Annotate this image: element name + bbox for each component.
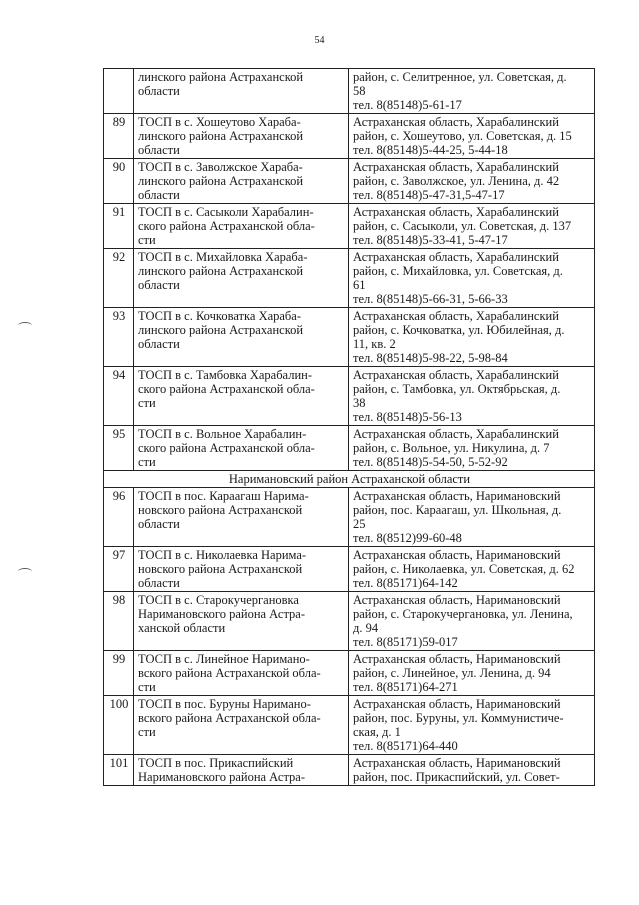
- table-row: [104, 159, 595, 204]
- phone-line: тел. 8(8512)99-60-48: [353, 531, 462, 545]
- row-number: 92: [104, 249, 134, 308]
- office-name-line: ТОСП в с. Михайловка Хараба-: [138, 250, 308, 264]
- phone-line: тел. 8(85148)5-54-50, 5-52-92: [353, 455, 508, 469]
- address-line: Астраханская область, Харабалинский: [353, 309, 559, 323]
- office-name-line: линского района Астраханской: [138, 323, 304, 337]
- office-name-line: сти: [138, 396, 156, 410]
- office-name-line: линского района Астраханской: [138, 174, 304, 188]
- office-address: [349, 308, 595, 367]
- page-number: 54: [314, 35, 325, 46]
- office-name-line: ТОСП в с. Вольное Харабалин-: [138, 427, 307, 441]
- address-line: 25: [353, 517, 366, 531]
- address-line: Астраханская область, Харабалинский: [353, 427, 559, 441]
- address-line: ская, д. 1: [353, 725, 401, 739]
- office-name-line: линского района Астраханской: [138, 264, 304, 278]
- office-address: [349, 159, 595, 204]
- office-address: [349, 592, 595, 651]
- office-name: [134, 204, 349, 249]
- phone-line: тел. 8(85148)5-47-31,5-47-17: [353, 188, 505, 202]
- table-row: [104, 114, 595, 159]
- address-line: район, с. Кочковатка, ул. Юбилейная, д.: [353, 323, 565, 337]
- office-name-line: Наримановского района Астра-: [138, 607, 306, 621]
- office-name-line: ТОСП в с. Тамбовка Харабалин-: [138, 368, 312, 382]
- office-name-line: области: [138, 84, 180, 98]
- address-line: Астраханская область, Наримановский: [353, 652, 561, 666]
- office-address: [349, 367, 595, 426]
- office-name: [134, 696, 349, 755]
- phone-line: тел. 8(85148)5-33-41, 5-47-17: [353, 233, 508, 247]
- office-address: [349, 249, 595, 308]
- office-name-line: ского района Астраханской обла-: [138, 219, 315, 233]
- phone-line: тел. 8(85171)64-271: [353, 680, 458, 694]
- phone-line: тел. 8(85171)59-017: [353, 635, 458, 649]
- office-name: [134, 426, 349, 471]
- address-line: 38: [353, 396, 366, 410]
- office-name-line: вского района Астраханской обла-: [138, 666, 321, 680]
- phone-line: тел. 8(85171)64-142: [353, 576, 458, 590]
- section-title: Наримановский район Астраханской области: [104, 471, 595, 488]
- address-line: Астраханская область, Харабалинский: [353, 160, 559, 174]
- table-row: [104, 488, 595, 547]
- address-line: район, с. Старокучергановка, ул. Ленина,: [353, 607, 573, 621]
- address-line: район, с. Сасыколи, ул. Советская, д. 137: [353, 219, 572, 233]
- address-line: район, с. Тамбовка, ул. Октябрьская, д.: [353, 382, 561, 396]
- address-line: район, с. Вольное, ул. Никулина, д. 7: [353, 441, 550, 455]
- office-address: [349, 651, 595, 696]
- office-name: [134, 755, 349, 786]
- office-name-line: сти: [138, 680, 156, 694]
- address-line: район, с. Селитренное, ул. Советская, д.: [353, 70, 567, 84]
- section-row: [104, 471, 595, 488]
- office-name-line: ТОСП в с. Николаевка Нарима-: [138, 548, 307, 562]
- phone-line: тел. 8(85148)5-61-17: [353, 98, 462, 112]
- address-line: Астраханская область, Харабалинский: [353, 115, 559, 129]
- address-line: 61: [353, 278, 366, 292]
- registry-table: [103, 68, 595, 786]
- office-address: [349, 488, 595, 547]
- office-name: [134, 651, 349, 696]
- scan-mark: [18, 568, 32, 575]
- office-name-line: новского района Астраханской: [138, 562, 303, 576]
- office-name-line: ТОСП в пос. Караагаш Нарима-: [138, 489, 309, 503]
- address-line: Астраханская область, Наримановский: [353, 548, 561, 562]
- row-number: 98: [104, 592, 134, 651]
- table-row: [104, 696, 595, 755]
- address-line: Астраханская область, Наримановский: [353, 593, 561, 607]
- office-name: [134, 69, 349, 114]
- office-name-line: сти: [138, 455, 156, 469]
- address-line: район, с. Николаевка, ул. Советская, д. 62: [353, 562, 575, 576]
- table-row: [104, 249, 595, 308]
- table-row: [104, 367, 595, 426]
- table-row: [104, 69, 595, 114]
- office-name-line: сти: [138, 725, 156, 739]
- office-name-line: области: [138, 143, 180, 157]
- row-number: 91: [104, 204, 134, 249]
- address-line: Астраханская область, Харабалинский: [353, 368, 559, 382]
- phone-line: тел. 8(85148)5-44-25, 5-44-18: [353, 143, 508, 157]
- office-name: [134, 488, 349, 547]
- row-number: 93: [104, 308, 134, 367]
- office-name-line: ТОСП в с. Кочковатка Хараба-: [138, 309, 302, 323]
- office-name-line: области: [138, 278, 180, 292]
- office-name-line: новского района Астраханской: [138, 503, 303, 517]
- office-name-line: ского района Астраханской обла-: [138, 441, 315, 455]
- office-address: [349, 547, 595, 592]
- table-row: [104, 308, 595, 367]
- office-name: [134, 367, 349, 426]
- table-row: [104, 547, 595, 592]
- office-name-line: ханской области: [138, 621, 226, 635]
- row-number: 100: [104, 696, 134, 755]
- address-line: район, с. Заволжское, ул. Ленина, д. 42: [353, 174, 560, 188]
- address-line: район, с. Хошеутово, ул. Советская, д. 15: [353, 129, 572, 143]
- table-row: [104, 204, 595, 249]
- address-line: Астраханская область, Харабалинский: [353, 250, 559, 264]
- office-address: [349, 69, 595, 114]
- address-line: район, с. Михайловка, ул. Советская, д.: [353, 264, 563, 278]
- address-line: Астраханская область, Наримановский: [353, 489, 561, 503]
- office-name: [134, 592, 349, 651]
- office-name-line: области: [138, 337, 180, 351]
- office-name-line: области: [138, 576, 180, 590]
- address-line: Астраханская область, Наримановский: [353, 756, 561, 770]
- office-name: [134, 249, 349, 308]
- address-line: Астраханская область, Наримановский: [353, 697, 561, 711]
- row-number: [104, 69, 134, 114]
- office-name-line: ТОСП в с. Заволжское Хараба-: [138, 160, 303, 174]
- table-row: [104, 651, 595, 696]
- office-name-line: ского района Астраханской обла-: [138, 382, 315, 396]
- table-row: [104, 592, 595, 651]
- office-name-line: ТОСП в с. Сасыколи Харабалин-: [138, 205, 314, 219]
- row-number: 94: [104, 367, 134, 426]
- address-line: д. 94: [353, 621, 379, 635]
- office-name: [134, 159, 349, 204]
- office-address: [349, 755, 595, 786]
- office-name-line: ТОСП в с. Старокучергановка: [138, 593, 299, 607]
- office-address: [349, 696, 595, 755]
- office-name-line: ТОСП в с. Хошеутово Хараба-: [138, 115, 301, 129]
- office-name-line: вского района Астраханской обла-: [138, 711, 321, 725]
- row-number: 97: [104, 547, 134, 592]
- office-address: [349, 114, 595, 159]
- address-line: Астраханская область, Харабалинский: [353, 205, 559, 219]
- office-name-line: ТОСП в пос. Буруны Наримано-: [138, 697, 311, 711]
- phone-line: тел. 8(85148)5-56-13: [353, 410, 462, 424]
- office-name: [134, 114, 349, 159]
- scan-mark: [18, 322, 32, 329]
- office-name-line: ТОСП в пос. Прикаспийский: [138, 756, 294, 770]
- address-line: 58: [353, 84, 366, 98]
- row-number: 101: [104, 755, 134, 786]
- office-name: [134, 547, 349, 592]
- row-number: 90: [104, 159, 134, 204]
- office-address: [349, 426, 595, 471]
- office-name: [134, 308, 349, 367]
- office-address: [349, 204, 595, 249]
- office-name-line: линского района Астраханской: [138, 70, 304, 84]
- row-number: 89: [104, 114, 134, 159]
- table-row: [104, 755, 595, 786]
- office-name-line: Наримановского района Астра-: [138, 770, 306, 784]
- office-name-line: области: [138, 188, 180, 202]
- office-name-line: сти: [138, 233, 156, 247]
- address-line: район, пос. Прикаспийский, ул. Совет-: [353, 770, 560, 784]
- table-row: [104, 426, 595, 471]
- office-name-line: ТОСП в с. Линейное Наримано-: [138, 652, 310, 666]
- phone-line: тел. 8(85171)64-440: [353, 739, 458, 753]
- phone-line: тел. 8(85148)5-98-22, 5-98-84: [353, 351, 508, 365]
- office-name-line: линского района Астраханской: [138, 129, 304, 143]
- row-number: 96: [104, 488, 134, 547]
- address-line: 11, кв. 2: [353, 337, 396, 351]
- phone-line: тел. 8(85148)5-66-31, 5-66-33: [353, 292, 508, 306]
- table-body: [104, 69, 595, 786]
- office-name-line: области: [138, 517, 180, 531]
- address-line: район, пос. Буруны, ул. Коммунистиче-: [353, 711, 564, 725]
- row-number: 99: [104, 651, 134, 696]
- row-number: 95: [104, 426, 134, 471]
- address-line: район, пос. Караагаш, ул. Школьная, д.: [353, 503, 562, 517]
- address-line: район, с. Линейное, ул. Ленина, д. 94: [353, 666, 551, 680]
